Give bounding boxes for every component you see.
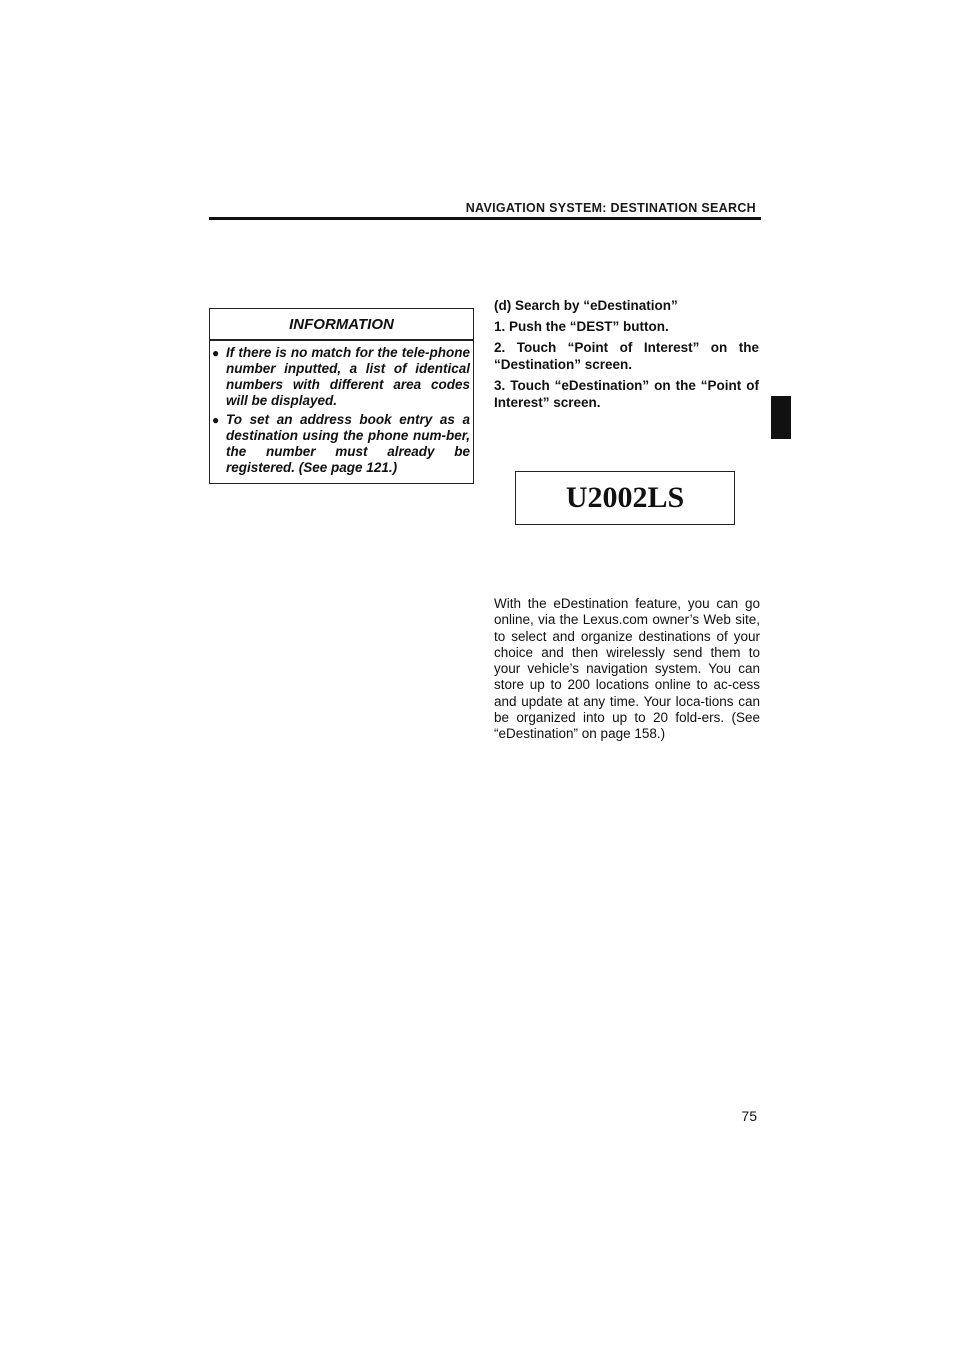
bullet-icon: ● <box>212 346 220 360</box>
page-number: 75 <box>741 1108 757 1124</box>
information-divider <box>210 339 473 341</box>
body-paragraph: With the eDestination feature, you can go online, via the Lexus.com owner’s Web site, to select and organize destinations of your choice and then wirelessly send them to your vehicle’s navigation system. You can store up to 200 locations online to ac-cess and update at any time. Your loca-tions can be organized into up to 20 fold-ers. (See “eDestination” on page 158.) <box>494 596 760 742</box>
running-header: NAVIGATION SYSTEM: DESTINATION SEARCH <box>465 201 756 215</box>
step-3: 3. Touch “eDestination” on the “Point of Interest” screen. <box>494 378 759 410</box>
information-item-text: To set an address book entry as a destination using the phone num-ber, the number must already be registered. (See page 121.) <box>226 412 470 475</box>
figure-label: U2002LS <box>565 481 685 514</box>
section-heading: (d) Search by “eDestination” <box>494 298 678 313</box>
information-box <box>209 308 474 484</box>
information-title: INFORMATION <box>289 316 394 333</box>
bullet-icon: ● <box>212 413 220 427</box>
step-1: 1. Push the “DEST” button. <box>494 319 669 334</box>
chapter-tab-marker <box>771 396 791 439</box>
information-item-text: If there is no match for the tele-phone number inputted, a list of identical numbers with different area codes will be displayed. <box>226 345 470 408</box>
step-2: 2. Touch “Point of Interest” on the “Destination” screen. <box>494 340 759 372</box>
information-item <box>212 412 470 476</box>
figure-placeholder <box>515 471 735 525</box>
procedure-section <box>494 297 759 415</box>
information-item <box>212 345 470 409</box>
header-divider <box>209 217 761 220</box>
